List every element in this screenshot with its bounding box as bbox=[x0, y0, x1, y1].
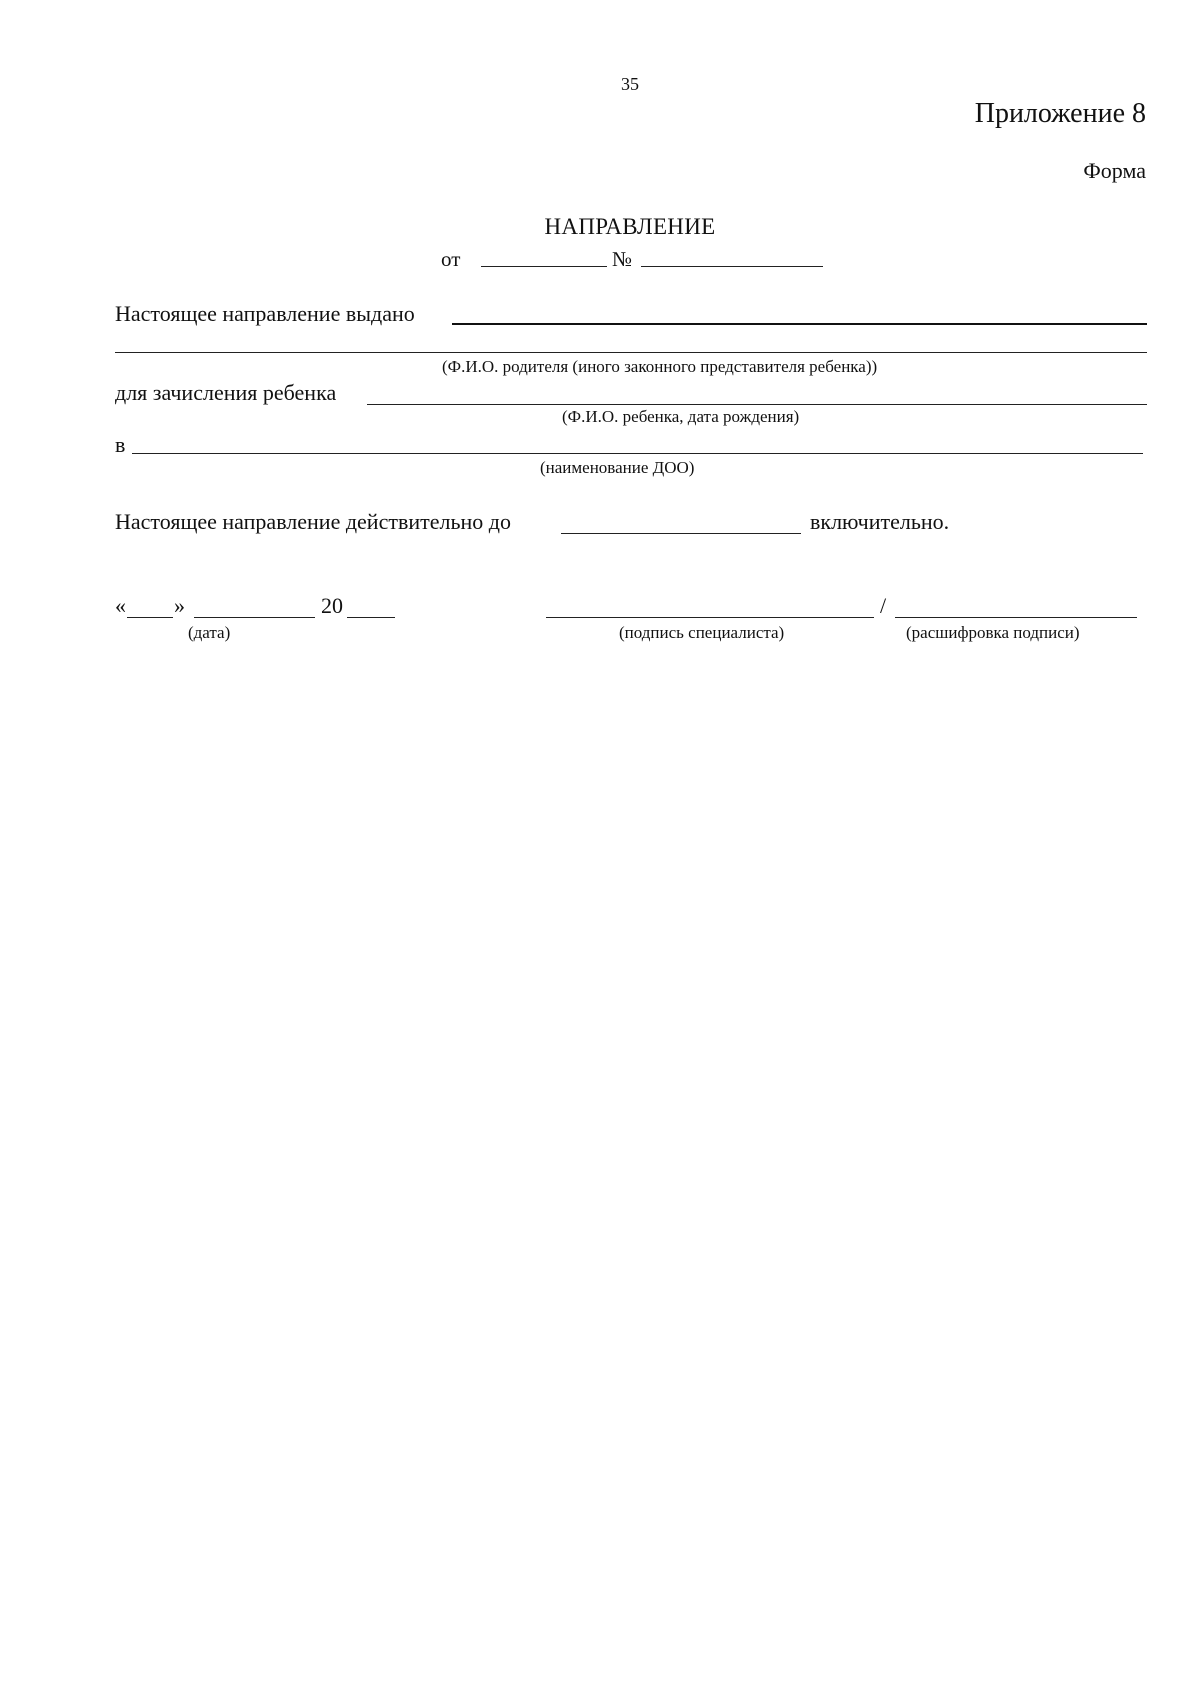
child-caption: (Ф.И.О. ребенка, дата рождения) bbox=[562, 407, 800, 426]
day-blank-line bbox=[127, 617, 173, 618]
issued-to-line bbox=[452, 323, 1147, 325]
slash: / bbox=[880, 593, 887, 618]
child-line bbox=[367, 404, 1147, 405]
month-blank-line bbox=[194, 617, 315, 618]
year-prefix: 20 bbox=[321, 593, 343, 618]
signature-line bbox=[546, 617, 874, 618]
number-blank-line bbox=[641, 266, 823, 267]
issued-to-line-2 bbox=[115, 352, 1147, 353]
inclusive-label: включительно. bbox=[810, 509, 950, 534]
year-blank-line bbox=[347, 617, 395, 618]
decoding-caption: (расшифровка подписи) bbox=[906, 623, 1080, 642]
valid-until-line bbox=[561, 533, 801, 534]
in-label: в bbox=[115, 432, 126, 457]
form-label: Форма bbox=[1083, 158, 1146, 183]
issued-to-label: Настоящее направление выдано bbox=[115, 301, 415, 326]
page-number: 35 bbox=[621, 74, 639, 94]
date-caption: (дата) bbox=[188, 623, 231, 642]
from-label: от bbox=[441, 247, 461, 271]
decoding-line bbox=[895, 617, 1137, 618]
quote-close: » bbox=[174, 593, 185, 618]
date-blank-line bbox=[481, 266, 607, 267]
quote-open: « bbox=[115, 593, 126, 618]
doo-caption: (наименование ДОО) bbox=[540, 458, 695, 477]
appendix-label: Приложение 8 bbox=[974, 98, 1146, 129]
signature-caption: (подпись специалиста) bbox=[619, 623, 785, 642]
valid-until-label: Настоящее направление действительно до bbox=[115, 509, 511, 534]
parent-caption: (Ф.И.О. родителя (иного законного представителя ребенка)) bbox=[442, 357, 878, 376]
number-sign: № bbox=[612, 247, 633, 271]
doo-line bbox=[132, 453, 1143, 454]
document-title: НАПРАВЛЕНИЕ bbox=[544, 214, 716, 239]
enroll-label: для зачисления ребенка bbox=[115, 380, 337, 405]
